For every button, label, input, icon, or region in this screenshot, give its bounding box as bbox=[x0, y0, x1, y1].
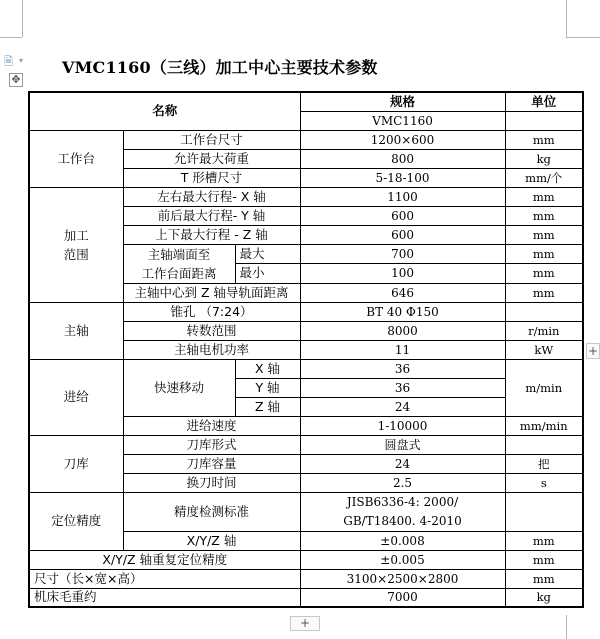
unit-cell bbox=[505, 302, 583, 321]
spec-cell: 24 bbox=[300, 397, 505, 416]
group-travel-line2: 范围 bbox=[63, 246, 89, 262]
group-travel bbox=[29, 187, 123, 302]
max-label: 最大 bbox=[235, 244, 300, 264]
unit-cell: mm bbox=[505, 225, 583, 244]
unit-cell: mm/min bbox=[505, 416, 583, 435]
spec-cell: 800 bbox=[300, 149, 505, 168]
standard-line2: GB/T18400. 4-2010 bbox=[343, 513, 462, 528]
unit-cell bbox=[505, 111, 583, 130]
crop-mark bbox=[566, 37, 600, 38]
model-cell: VMC1160 bbox=[300, 111, 505, 130]
spec-cell: 8000 bbox=[300, 321, 505, 340]
axis-label: X 轴 bbox=[235, 359, 300, 378]
item-cell: 机床毛重约 bbox=[29, 588, 300, 607]
spec-cell: 100 bbox=[300, 264, 505, 284]
spec-cell: 11 bbox=[300, 340, 505, 359]
unit-cell: mm bbox=[505, 244, 583, 264]
add-column-button[interactable]: + bbox=[587, 344, 599, 358]
spindle-face-line2: 工作台面距离 bbox=[141, 265, 217, 281]
group-travel-line1: 加工 bbox=[63, 227, 89, 243]
spec-cell: 36 bbox=[300, 359, 505, 378]
unit-cell: mm bbox=[505, 550, 583, 569]
group-spindle: 主轴 bbox=[29, 302, 123, 359]
item-cell: 转数范围 bbox=[123, 321, 300, 340]
item-cell: 前后最大行程- Y 轴 bbox=[123, 206, 300, 225]
header-unit: 单位 bbox=[505, 92, 583, 111]
unit-cell: m/min bbox=[505, 359, 583, 416]
item-cell: X/Y/Z 轴重复定位精度 bbox=[29, 550, 300, 569]
group-feed: 进给 bbox=[29, 359, 123, 435]
spec-cell: 1100 bbox=[300, 187, 505, 206]
axis-label: Z 轴 bbox=[235, 397, 300, 416]
add-row-button[interactable]: + bbox=[290, 616, 320, 631]
spec-cell: 1-10000 bbox=[300, 416, 505, 435]
rapid-traverse: 快速移动 bbox=[123, 359, 235, 416]
item-cell: 上下最大行程 - Z 轴 bbox=[123, 225, 300, 244]
table-move-handle-icon[interactable]: ✥ bbox=[9, 73, 23, 87]
item-cell: 精度检测标准 bbox=[123, 492, 300, 531]
spindle-face-line1: 主轴端面至 bbox=[147, 246, 211, 262]
unit-cell: mm/个 bbox=[505, 168, 583, 187]
item-cell: 工作台尺寸 bbox=[123, 130, 300, 149]
header-name: 名称 bbox=[29, 92, 300, 130]
group-worktable: 工作台 bbox=[29, 130, 123, 187]
group-accuracy: 定位精度 bbox=[29, 492, 123, 550]
item-cell: 刀库形式 bbox=[123, 435, 300, 454]
spec-cell: 7000 bbox=[300, 588, 505, 607]
spec-cell: 5-18-100 bbox=[300, 168, 505, 187]
item-cell: 左右最大行程- X 轴 bbox=[123, 187, 300, 206]
crop-mark bbox=[0, 37, 22, 38]
unit-cell: r/min bbox=[505, 321, 583, 340]
item-cell: X/Y/Z 轴 bbox=[123, 531, 300, 550]
item-cell: 进给速度 bbox=[123, 416, 300, 435]
item-cell: T 形槽尺寸 bbox=[123, 168, 300, 187]
unit-cell: mm bbox=[505, 283, 583, 302]
unit-cell: mm bbox=[505, 569, 583, 588]
unit-cell bbox=[505, 435, 583, 454]
item-cell: 尺寸（长×宽×高） bbox=[29, 569, 300, 588]
item-cell: 允许最大荷重 bbox=[123, 149, 300, 168]
spec-cell: 600 bbox=[300, 225, 505, 244]
unit-cell: mm bbox=[505, 531, 583, 550]
crop-mark bbox=[22, 0, 23, 37]
spec-cell: 2.5 bbox=[300, 473, 505, 492]
paragraph-style-icon[interactable]: 🗎 bbox=[4, 55, 13, 68]
spec-cell: ±0.008 bbox=[300, 531, 505, 550]
spec-table bbox=[28, 91, 584, 608]
spec-cell: 600 bbox=[300, 206, 505, 225]
spec-cell: 3100×2500×2800 bbox=[300, 569, 505, 588]
spec-cell bbox=[300, 492, 505, 531]
unit-cell: kg bbox=[505, 588, 583, 607]
spec-cell: 700 bbox=[300, 244, 505, 264]
header-spec: 规格 bbox=[300, 92, 505, 111]
min-label: 最小 bbox=[235, 264, 300, 284]
spec-cell: 24 bbox=[300, 454, 505, 473]
unit-cell: kg bbox=[505, 149, 583, 168]
axis-label: Y 轴 bbox=[235, 378, 300, 397]
group-magazine: 刀库 bbox=[29, 435, 123, 492]
item-cell: 锥孔 （7:24） bbox=[123, 302, 300, 321]
crop-mark bbox=[566, 0, 567, 37]
item-cell: 刀库容量 bbox=[123, 454, 300, 473]
unit-cell: kW bbox=[505, 340, 583, 359]
chevron-down-icon[interactable]: ▾ bbox=[19, 56, 24, 65]
unit-cell bbox=[505, 492, 583, 531]
spec-cell: 36 bbox=[300, 378, 505, 397]
spec-cell: BT 40 Φ150 bbox=[300, 302, 505, 321]
spec-cell: 646 bbox=[300, 283, 505, 302]
spec-cell: 圆盘式 bbox=[300, 435, 505, 454]
crop-mark bbox=[566, 615, 567, 639]
item-cell: 换刀时间 bbox=[123, 473, 300, 492]
item-cell: 主轴电机功率 bbox=[123, 340, 300, 359]
spindle-face-distance bbox=[123, 244, 235, 283]
spec-cell: 1200×600 bbox=[300, 130, 505, 149]
unit-cell: mm bbox=[505, 206, 583, 225]
item-cell: 主轴中心到 Z 轴导轨面距离 bbox=[123, 283, 300, 302]
unit-cell: 把 bbox=[505, 454, 583, 473]
standard-line1: JISB6336-4: 2000/ bbox=[346, 494, 459, 509]
unit-cell: mm bbox=[505, 187, 583, 206]
spec-cell: ±0.005 bbox=[300, 550, 505, 569]
unit-cell: s bbox=[505, 473, 583, 492]
unit-cell: mm bbox=[505, 130, 583, 149]
unit-cell: mm bbox=[505, 264, 583, 284]
page-title: VMC1160（三线）加工中心主要技术参数 bbox=[62, 58, 378, 77]
